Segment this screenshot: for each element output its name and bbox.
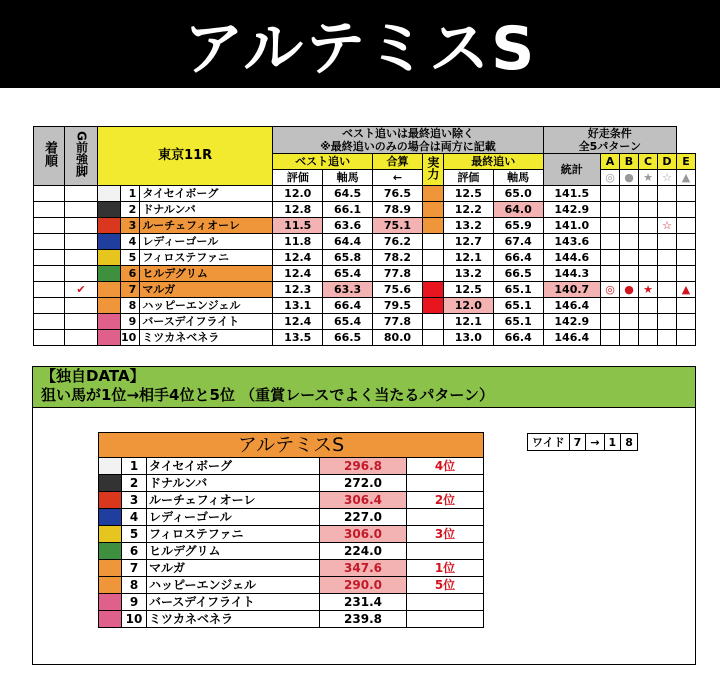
final-jiku: 66.4	[493, 330, 543, 346]
horse-row	[34, 298, 696, 314]
frame-color-swatch	[99, 492, 122, 509]
tokei-value: 142.9	[543, 314, 600, 330]
finish-cell	[34, 186, 65, 202]
frame-color-swatch	[98, 266, 121, 282]
final-eval: 12.2	[443, 202, 493, 218]
rank-label	[407, 475, 484, 492]
horse-number: 2	[122, 475, 147, 492]
pattern-c-cell	[639, 234, 658, 250]
horse-row	[34, 330, 696, 346]
pattern-c-cell	[639, 330, 658, 346]
horse-number: 7	[122, 560, 147, 577]
frame-color-swatch	[99, 475, 122, 492]
header-jitsuryoku: 実力	[422, 154, 443, 186]
horse-number: 4	[121, 234, 140, 250]
jitsuryoku-cell	[422, 186, 443, 202]
frame-color-swatch	[98, 202, 121, 218]
horse-number: 6	[121, 266, 140, 282]
final-jiku: 65.9	[493, 218, 543, 234]
pattern-b-cell	[620, 266, 639, 282]
gokei-value: 79.5	[373, 298, 423, 314]
best-jiku: 65.8	[323, 250, 373, 266]
header-b-jiku: 軸馬	[323, 170, 373, 186]
ranking-row	[99, 492, 484, 509]
jitsuryoku-cell	[422, 218, 443, 234]
finish-cell	[34, 202, 65, 218]
pattern-b-cell	[620, 186, 639, 202]
pattern-a-cell	[601, 266, 620, 282]
header-s-eval: 評価	[443, 170, 493, 186]
frame-color-swatch	[98, 330, 121, 346]
horse-name: ヒルデグリム	[140, 266, 273, 282]
gmae-mark	[65, 314, 98, 330]
finish-cell	[34, 298, 65, 314]
horse-number: 10	[122, 611, 147, 628]
pattern-b-cell	[620, 234, 639, 250]
pattern-b-cell	[620, 202, 639, 218]
pattern-c-cell: ★	[639, 282, 658, 298]
horse-name: ルーチェフィオーレ	[140, 218, 273, 234]
best-eval: 12.8	[273, 202, 323, 218]
gokei-value: 76.5	[373, 186, 423, 202]
pattern-symbol-b: ●	[620, 170, 639, 186]
best-eval: 13.5	[273, 330, 323, 346]
pattern-d-cell	[658, 298, 677, 314]
gokei-value: 76.2	[373, 234, 423, 250]
best-note: ベスト追いは最終追い除く ※最終追いのみの場合は両方に記載	[273, 127, 543, 154]
gmae-mark	[65, 330, 98, 346]
horse-name: ミツカネベネラ	[147, 611, 320, 628]
finish-cell	[34, 282, 65, 298]
horse-number: 7	[121, 282, 140, 298]
score-value: 231.4	[320, 594, 407, 611]
wide-label: ワイド	[528, 434, 570, 451]
final-jiku: 65.0	[493, 186, 543, 202]
jitsuryoku-cell	[422, 202, 443, 218]
tokei-value: 142.9	[543, 202, 600, 218]
score-value: 227.0	[320, 509, 407, 526]
ranking-row	[99, 594, 484, 611]
horse-name: マルガ	[147, 560, 320, 577]
pattern-d-cell: ☆	[658, 218, 677, 234]
final-jiku: 67.4	[493, 234, 543, 250]
best-jiku: 66.5	[323, 330, 373, 346]
finish-cell	[34, 314, 65, 330]
pattern-d-cell	[658, 266, 677, 282]
frame-color-swatch	[99, 526, 122, 543]
pattern-a-cell	[601, 330, 620, 346]
score-value: 347.6	[320, 560, 407, 577]
finish-cell	[34, 266, 65, 282]
best-eval: 12.4	[273, 266, 323, 282]
wide-arrow: →	[586, 434, 604, 451]
pattern-c-cell	[639, 186, 658, 202]
final-jiku: 65.1	[493, 298, 543, 314]
tokei-value: 144.6	[543, 250, 600, 266]
best-eval: 12.4	[273, 314, 323, 330]
header-best-oi: ベスト追い	[273, 154, 373, 170]
horse-row	[34, 218, 696, 234]
finish-cell	[34, 250, 65, 266]
finish-cell	[34, 218, 65, 234]
pattern-a-cell	[601, 314, 620, 330]
pattern-e-cell	[677, 266, 696, 282]
pattern-b-cell	[620, 218, 639, 234]
pattern-b-cell	[620, 330, 639, 346]
header-saishu-oi: 最終追い	[443, 154, 543, 170]
frame-color-swatch	[98, 250, 121, 266]
gokei-value: 78.2	[373, 250, 423, 266]
score-value: 272.0	[320, 475, 407, 492]
wide-horse-b: 1	[604, 434, 621, 451]
ranking-row	[99, 577, 484, 594]
rank-label: 2位	[407, 492, 484, 509]
rank-label	[407, 611, 484, 628]
horse-number: 1	[121, 186, 140, 202]
final-eval: 13.2	[443, 218, 493, 234]
frame-color-swatch	[98, 186, 121, 202]
rank-label: 5位	[407, 577, 484, 594]
gmae-mark	[65, 266, 98, 282]
pattern-symbol-a: ◎	[601, 170, 620, 186]
horse-number: 8	[121, 298, 140, 314]
horse-number: 4	[122, 509, 147, 526]
jitsuryoku-cell	[422, 298, 443, 314]
best-eval: 11.8	[273, 234, 323, 250]
tokei-value: 143.6	[543, 234, 600, 250]
horse-name: バースデイフライト	[147, 594, 320, 611]
rank-label: 4位	[407, 458, 484, 475]
data-pattern-note: 狙い馬が1位→相手4位と5位 （重賞レースでよく当たるパターン）	[41, 386, 495, 404]
pattern-b-cell	[620, 250, 639, 266]
final-eval: 13.0	[443, 330, 493, 346]
ranking-row	[99, 458, 484, 475]
tokei-value: 144.3	[543, 266, 600, 282]
pattern-a-cell	[601, 234, 620, 250]
horse-name: ハッピーエンジェル	[147, 577, 320, 594]
horse-name: バースデイフライト	[140, 314, 273, 330]
best-eval: 12.3	[273, 282, 323, 298]
best-jiku: 64.4	[323, 234, 373, 250]
horse-name: ハッピーエンジェル	[140, 298, 273, 314]
horse-number: 5	[122, 526, 147, 543]
horse-name: レディーゴール	[140, 234, 273, 250]
final-jiku: 66.4	[493, 250, 543, 266]
pattern-c-cell	[639, 314, 658, 330]
final-eval: 12.7	[443, 234, 493, 250]
pattern-d-cell	[658, 234, 677, 250]
final-eval: 13.2	[443, 266, 493, 282]
horse-name: タイセイボーグ	[140, 186, 273, 202]
pattern-a-cell	[601, 250, 620, 266]
pattern-letter-d: D	[658, 154, 677, 170]
pattern-a-cell	[601, 218, 620, 234]
horse-row	[34, 234, 696, 250]
rank-label	[407, 543, 484, 560]
horse-name: フィロステファニ	[140, 250, 273, 266]
score-value: 290.0	[320, 577, 407, 594]
score-value: 306.0	[320, 526, 407, 543]
title-banner	[0, 0, 720, 88]
horse-name: マルガ	[140, 282, 273, 298]
horse-name: レディーゴール	[147, 509, 320, 526]
jitsuryoku-cell	[422, 266, 443, 282]
pattern-a-cell: ◎	[601, 282, 620, 298]
gokei-value: 75.1	[373, 218, 423, 234]
gmae-mark	[65, 186, 98, 202]
gmae-mark	[65, 298, 98, 314]
horse-row	[34, 250, 696, 266]
horse-number: 10	[121, 330, 140, 346]
jitsuryoku-cell	[422, 330, 443, 346]
frame-color-swatch	[99, 543, 122, 560]
horse-number: 9	[122, 594, 147, 611]
best-jiku: 66.1	[323, 202, 373, 218]
tokei-value: 141.5	[543, 186, 600, 202]
pattern-e-cell	[677, 330, 696, 346]
pattern-e-cell	[677, 298, 696, 314]
score-value: 296.8	[320, 458, 407, 475]
ranking-row	[99, 543, 484, 560]
header-tokei: 統計	[543, 154, 600, 186]
horse-number: 3	[121, 218, 140, 234]
frame-color-swatch	[98, 298, 121, 314]
pattern-d-cell	[658, 186, 677, 202]
gokei-value: 77.8	[373, 314, 423, 330]
pattern-b-cell: ●	[620, 282, 639, 298]
ranking-row	[99, 611, 484, 628]
pattern-e-cell	[677, 186, 696, 202]
best-jiku: 65.4	[323, 266, 373, 282]
tokei-value: 140.7	[543, 282, 600, 298]
page-title: アルテミスS	[183, 14, 537, 84]
best-eval: 12.0	[273, 186, 323, 202]
ranking-table	[98, 432, 484, 628]
pattern-symbol-e: ▲	[677, 170, 696, 186]
frame-color-swatch	[98, 218, 121, 234]
pattern-c-cell	[639, 202, 658, 218]
conditions-header: 好走条件 全5パターン	[543, 127, 676, 154]
horse-row	[34, 282, 696, 298]
horse-name: ドナルンバ	[140, 202, 273, 218]
pattern-letter-a: A	[601, 154, 620, 170]
pattern-letter-c: C	[639, 154, 658, 170]
pattern-a-cell	[601, 186, 620, 202]
horse-number: 6	[122, 543, 147, 560]
pattern-d-cell	[658, 314, 677, 330]
frame-color-swatch	[98, 314, 121, 330]
header-b-eval: 評価	[273, 170, 323, 186]
horse-name: タイセイボーグ	[147, 458, 320, 475]
pattern-b-cell	[620, 314, 639, 330]
horse-row	[34, 266, 696, 282]
header-s-jiku: 軸馬	[493, 170, 543, 186]
horse-number: 1	[122, 458, 147, 475]
best-jiku: 65.4	[323, 314, 373, 330]
best-jiku: 63.6	[323, 218, 373, 234]
final-jiku: 66.5	[493, 266, 543, 282]
final-jiku: 65.1	[493, 282, 543, 298]
best-jiku: 63.3	[323, 282, 373, 298]
horse-number: 3	[122, 492, 147, 509]
header-gokei: 合算	[373, 154, 423, 170]
finish-cell	[34, 234, 65, 250]
horse-number: 9	[121, 314, 140, 330]
frame-color-swatch	[98, 234, 121, 250]
wide-horse-a: 7	[569, 434, 586, 451]
score-value: 224.0	[320, 543, 407, 560]
rank-label	[407, 594, 484, 611]
score-value: 239.8	[320, 611, 407, 628]
final-eval: 12.5	[443, 282, 493, 298]
wide-horse-c: 8	[621, 434, 638, 451]
frame-color-swatch	[98, 282, 121, 298]
horse-number: 5	[121, 250, 140, 266]
pattern-letter-b: B	[620, 154, 639, 170]
pattern-letter-e: E	[677, 154, 696, 170]
pattern-c-cell	[639, 298, 658, 314]
pattern-symbol-d: ☆	[658, 170, 677, 186]
gmae-mark	[65, 218, 98, 234]
pattern-c-cell	[639, 250, 658, 266]
gokei-value: 75.6	[373, 282, 423, 298]
pattern-b-cell	[620, 298, 639, 314]
horse-row	[34, 202, 696, 218]
jitsuryoku-cell	[422, 250, 443, 266]
header-arrow: ←	[373, 170, 423, 186]
header-chakujun: 着順	[34, 127, 65, 186]
pattern-e-cell	[677, 218, 696, 234]
pattern-d-cell	[658, 250, 677, 266]
pattern-symbol-c: ★	[639, 170, 658, 186]
pattern-a-cell	[601, 202, 620, 218]
gmae-mark: ✔	[65, 282, 98, 298]
final-jiku: 64.0	[493, 202, 543, 218]
training-table	[33, 126, 696, 346]
horse-number: 2	[121, 202, 140, 218]
jitsuryoku-cell	[422, 282, 443, 298]
gokei-value: 77.8	[373, 266, 423, 282]
ranking-title: アルテミスS	[99, 433, 484, 458]
best-eval: 11.5	[273, 218, 323, 234]
pattern-a-cell	[601, 298, 620, 314]
best-jiku: 64.5	[323, 186, 373, 202]
horse-number: 8	[122, 577, 147, 594]
best-eval: 13.1	[273, 298, 323, 314]
horse-name: ヒルデグリム	[147, 543, 320, 560]
gmae-mark	[65, 202, 98, 218]
score-value: 306.4	[320, 492, 407, 509]
pattern-e-cell	[677, 202, 696, 218]
best-jiku: 66.4	[323, 298, 373, 314]
ranking-row	[99, 526, 484, 543]
pattern-d-cell	[658, 282, 677, 298]
rank-label: 1位	[407, 560, 484, 577]
header-g-mae: G前強脚	[65, 127, 98, 186]
horse-row	[34, 186, 696, 202]
pattern-e-cell	[677, 250, 696, 266]
pattern-c-cell	[639, 266, 658, 282]
ranking-row	[99, 475, 484, 492]
pattern-c-cell	[639, 218, 658, 234]
pattern-e-cell	[677, 234, 696, 250]
final-eval: 12.1	[443, 314, 493, 330]
frame-color-swatch	[99, 611, 122, 628]
tokei-value: 146.4	[543, 330, 600, 346]
final-jiku: 65.1	[493, 314, 543, 330]
tokei-value: 146.4	[543, 298, 600, 314]
data-heading: 【独自DATA】	[41, 367, 145, 385]
ranking-row	[99, 560, 484, 577]
final-eval: 12.0	[443, 298, 493, 314]
wide-box	[527, 433, 638, 451]
final-eval: 12.1	[443, 250, 493, 266]
horse-row	[34, 314, 696, 330]
tokei-value: 141.0	[543, 218, 600, 234]
gokei-value: 80.0	[373, 330, 423, 346]
rank-label: 3位	[407, 526, 484, 543]
gokei-value: 78.9	[373, 202, 423, 218]
horse-name: フィロステファニ	[147, 526, 320, 543]
pattern-e-cell	[677, 314, 696, 330]
finish-cell	[34, 330, 65, 346]
jitsuryoku-cell	[422, 234, 443, 250]
frame-color-swatch	[99, 458, 122, 475]
frame-color-swatch	[99, 594, 122, 611]
frame-color-swatch	[99, 509, 122, 526]
race-name: 東京11R	[98, 127, 273, 186]
data-panel-header	[33, 367, 695, 408]
pattern-d-cell	[658, 330, 677, 346]
pattern-e-cell: ▲	[677, 282, 696, 298]
frame-color-swatch	[99, 577, 122, 594]
frame-color-swatch	[99, 560, 122, 577]
best-eval: 12.4	[273, 250, 323, 266]
gmae-mark	[65, 250, 98, 266]
gmae-mark	[65, 234, 98, 250]
rank-label	[407, 509, 484, 526]
jitsuryoku-cell	[422, 314, 443, 330]
ranking-row	[99, 509, 484, 526]
horse-name: ミツカネベネラ	[140, 330, 273, 346]
pattern-d-cell	[658, 202, 677, 218]
final-eval: 12.5	[443, 186, 493, 202]
horse-name: ドナルンバ	[147, 475, 320, 492]
horse-name: ルーチェフィオーレ	[147, 492, 320, 509]
